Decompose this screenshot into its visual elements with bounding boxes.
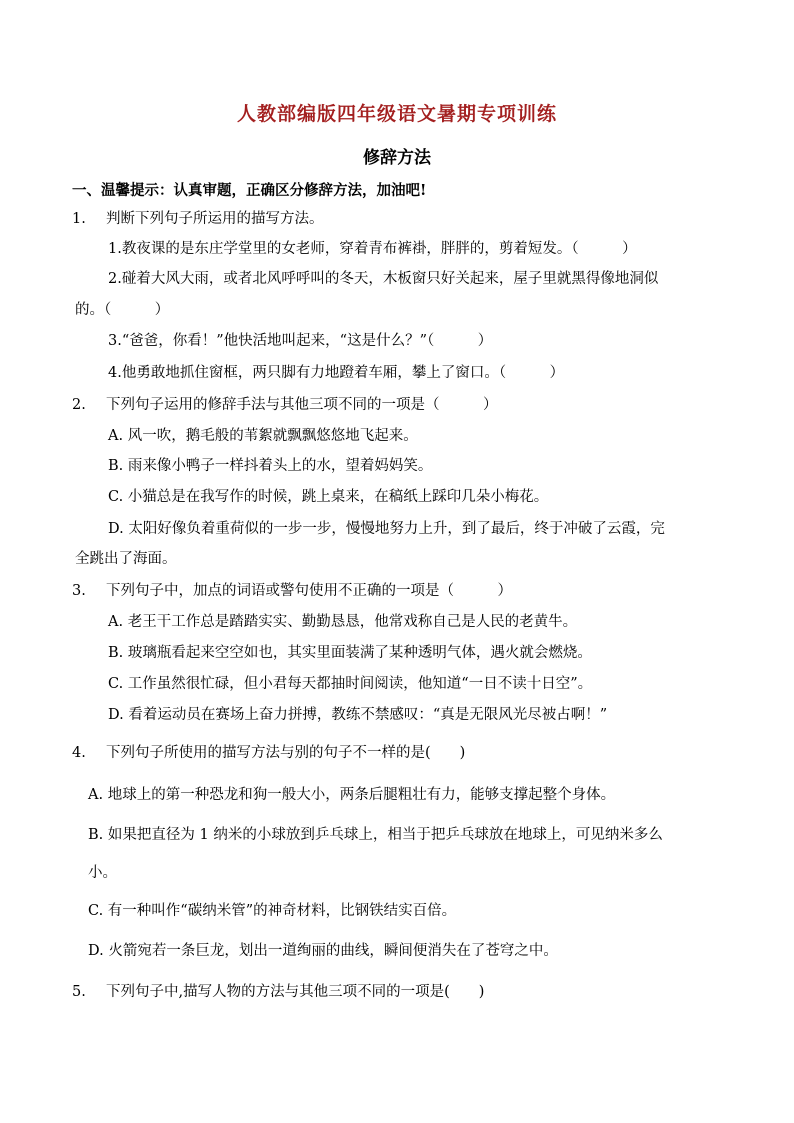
instruction-heading: 一、温馨提示：认真审题，正确区分修辞方法，加油吧! <box>72 182 427 199</box>
question-1-stem: 1. 判断下列句子所运用的描写方法。 <box>72 211 324 227</box>
question-4-option-a: A. 地球上的第一种恐龙和狗一般大小，两条后腿粗壮有力，能够支撑起整个身体。 <box>88 787 616 803</box>
question-2-option-d: D. 太阳好像负着重荷似的一步一步，慢慢地努力上升，到了最后，终于冲破了云霞，完 <box>108 521 665 537</box>
question-1-item: 1.教夜课的是东庄学堂里的女老师，穿着青布裤褂，胖胖的，剪着短发。（ ） <box>108 241 637 257</box>
question-2-stem: 2. 下列句子运用的修辞手法与其他三项不同的一项是（ ） <box>72 397 498 413</box>
question-number: 1. <box>72 211 86 227</box>
question-2-option-a: A. 风一吹，鹅毛般的苇絮就飘飘悠悠地飞起来。 <box>108 428 418 444</box>
question-number: 2. <box>72 397 86 413</box>
question-4-option-b-continued: 小。 <box>88 865 117 881</box>
question-4-option-c: C. 有一种叫作“碳纳米管”的神奇材料，比钢铁结实百倍。 <box>88 903 457 919</box>
question-3-stem: 3. 下列句子中，加点的词语或警句使用不正确的一项是（ ） <box>72 583 512 599</box>
question-2-option-d-continued: 全跳出了海面。 <box>75 551 177 567</box>
page-title: 人教部编版四年级语文暑期专项训练 <box>236 103 557 125</box>
question-1-item-continued: 的。（ ） <box>75 302 170 318</box>
question-3-option-b: B. 玻璃瓶看起来空空如也，其实里面装满了某种透明气体，遇火就会燃烧。 <box>108 645 592 661</box>
question-3-option-a: A. 老王干工作总是踏踏实实、勤勤恳恳，他常戏称自己是人民的老黄牛。 <box>108 614 578 630</box>
question-number: 4. <box>72 745 86 761</box>
question-number: 5. <box>72 984 86 1000</box>
question-3-option-d: D. 看着运动员在赛场上奋力拼搏，教练不禁感叹：“真是无限风光尽被占啊！” <box>108 707 608 723</box>
question-number: 3. <box>72 583 86 599</box>
question-3-option-c: C. 工作虽然很忙碌，但小君每天都抽时间阅读，他知道“一日不读十日空”。 <box>108 676 593 692</box>
question-2-option-b: B. 雨来像小鸭子一样抖着头上的水，望着妈妈笑。 <box>108 458 433 474</box>
page-subtitle: 修辞方法 <box>363 148 431 168</box>
question-1-item: 2.碰着大风大雨，或者北风呼呼叫的冬天，木板窗只好关起来，屋子里就黑得像地洞似 <box>108 271 659 287</box>
question-4-option-b: B. 如果把直径为 1 纳米的小球放到乒乓球上，相当于把乒乓球放在地球上，可见纳米多么 <box>88 827 663 843</box>
question-1-item: 4.他勇敢地抓住窗框，两只脚有力地蹬着车厢，攀上了窗口。（ ） <box>108 365 565 381</box>
question-4-stem: 4. 下列句子所使用的描写方法与别的句子不一样的是( ) <box>72 745 466 761</box>
question-1-item: 3.“爸爸，你看！”他快活地叫起来，“这是什么？”（ ） <box>108 333 493 349</box>
question-5-stem: 5. 下列句子中,描写人物的方法与其他三项不同的一项是( ) <box>72 984 485 1000</box>
question-4-option-d: D. 火箭宛若一条巨龙，划出一道绚丽的曲线，瞬间便消失在了苍穹之中。 <box>88 943 558 959</box>
question-2-option-c: C. 小猫总是在我写作的时候，跳上桌来，在稿纸上踩印几朵小梅花。 <box>108 489 549 505</box>
